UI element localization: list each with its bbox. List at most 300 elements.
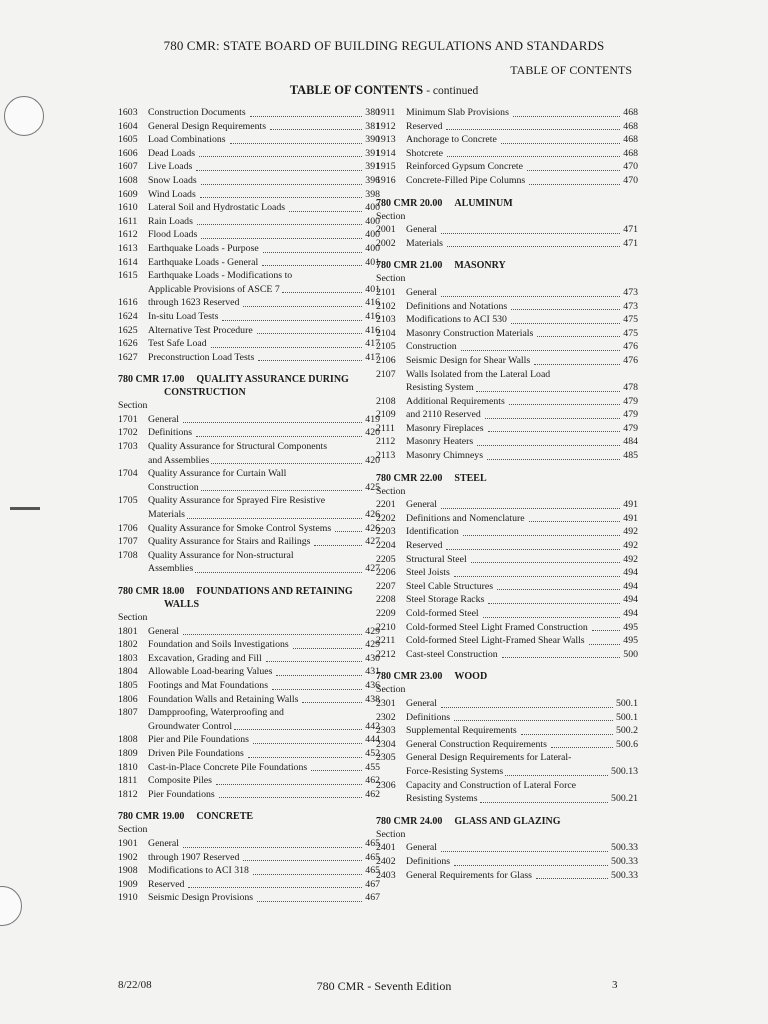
page-number: 401 (365, 256, 380, 268)
section-number: 1610 (118, 202, 138, 214)
toc-entry (376, 841, 638, 855)
section-number: 1704 (118, 468, 138, 480)
dot-leader (234, 729, 362, 730)
page-number: 425 (365, 481, 380, 493)
section-number: 2205 (376, 553, 396, 565)
section-number: 1809 (118, 747, 138, 759)
section-number: 1611 (118, 215, 138, 227)
page-number: 438 (365, 693, 380, 705)
section-number: 1803 (118, 652, 138, 664)
chapter-code: 780 CMR 17.00 (118, 374, 185, 386)
toc-entry (376, 869, 638, 883)
section-title: Rain Loads (148, 215, 193, 227)
toc-entry (376, 779, 638, 793)
section-title: Masonry Heaters (406, 436, 474, 448)
dot-leader (211, 463, 362, 464)
toc-entry (118, 706, 380, 720)
dot-leader (476, 391, 621, 392)
chapter-heading-line (376, 472, 638, 485)
toc-entry (118, 242, 380, 256)
page-number: 442 (365, 720, 380, 732)
toc-entry (376, 120, 638, 134)
section-title-continued: Resisting Systems (406, 793, 478, 805)
section-number: 1911 (376, 107, 396, 118)
page-number: 465 (365, 865, 380, 877)
page-number: 455 (365, 761, 380, 773)
dot-leader (441, 233, 620, 234)
toc-entry (118, 747, 380, 761)
toc-entry (376, 133, 638, 147)
dot-leader (461, 350, 621, 351)
section-number: 2202 (376, 512, 396, 524)
dot-leader (250, 116, 363, 117)
toc-entry (118, 426, 380, 440)
section-number: 1902 (118, 851, 138, 863)
toc-entry (118, 761, 380, 775)
dot-leader (488, 431, 621, 432)
dot-leader (511, 323, 620, 324)
page-number: 390 (365, 134, 380, 146)
section-number: 1707 (118, 536, 138, 548)
toc-entry (118, 440, 380, 454)
chapter-heading-line (118, 585, 380, 598)
section-title: Shotcrete (406, 147, 443, 159)
dot-leader (454, 720, 613, 721)
page-number: 400 (365, 215, 380, 227)
page-number: 475 (623, 327, 638, 339)
page-number: 391 (365, 147, 380, 159)
toc-entry (376, 327, 638, 341)
dot-leader (243, 860, 362, 861)
chapter-name-continued: WALLS (164, 599, 200, 610)
section-title: Quality Assurance for Smoke Control Systems (148, 522, 332, 534)
dot-leader (592, 630, 621, 631)
dot-leader (471, 562, 621, 563)
punch-hole-top (4, 96, 44, 136)
chapter-code: 780 CMR 20.00 (376, 197, 443, 209)
chapter-heading (376, 259, 638, 272)
section-number: 2302 (376, 711, 396, 723)
section-number: 2111 (376, 422, 395, 434)
page-header-title: 780 CMR: STATE BOARD OF BUILDING REGULATIONS AND STANDARDS (163, 38, 605, 53)
dot-leader (441, 296, 620, 297)
section-title: Pier and Pile Foundations (148, 734, 249, 746)
page-number: 429 (365, 639, 380, 651)
section-number: 1613 (118, 242, 138, 254)
dot-leader (511, 309, 620, 310)
section-number: 2002 (376, 237, 396, 249)
page-number: 391 (365, 161, 380, 173)
section-title: Live Loads (148, 161, 193, 173)
section-label: Section (118, 824, 148, 836)
toc-entry (376, 525, 638, 539)
chapter-name: MASONRY (454, 260, 506, 272)
dot-leader (282, 292, 363, 293)
section-number: 1910 (118, 892, 138, 904)
toc-entry (376, 580, 638, 594)
dot-leader (454, 865, 608, 866)
toc-entry (118, 864, 380, 878)
page-number: 494 (623, 608, 638, 619)
section-title: Modifications to ACI 318 (148, 865, 249, 877)
page-number: 470 (623, 174, 638, 186)
section-number: 1805 (118, 679, 138, 691)
section-title: Quality Assurance for Stairs and Railings (148, 536, 311, 548)
page-number: 398 (365, 188, 380, 200)
toc-entry (118, 296, 380, 310)
dot-leader (488, 603, 620, 604)
toc-entry-continuation (118, 562, 380, 576)
dot-leader (222, 320, 362, 321)
section-number: 2203 (376, 526, 396, 538)
toc-column-left (118, 106, 380, 905)
dot-leader (314, 545, 362, 546)
page-number: 479 (623, 395, 638, 407)
page-number: 492 (623, 553, 638, 565)
section-title: Seismic Design for Shear Walls (406, 354, 531, 366)
page-number: 419 (365, 413, 380, 425)
section-number: 2303 (376, 725, 396, 737)
section-number: 1604 (118, 120, 138, 132)
page-number: 431 (365, 666, 380, 678)
section-title: Cold-formed Steel Light-Framed Shear Walls (406, 635, 585, 647)
page-number: 475 (623, 314, 638, 326)
dot-leader (441, 508, 620, 509)
section-number: 1614 (118, 256, 138, 268)
toc-entry-continuation (118, 283, 380, 297)
section-title: General (406, 286, 438, 298)
section-title: Dead Loads (148, 147, 196, 159)
section-number: 1807 (118, 707, 138, 719)
section-title: Seismic Design Provisions (148, 892, 254, 904)
section-number: 2304 (376, 738, 396, 750)
dot-leader (589, 644, 621, 645)
page-number: 468 (623, 120, 638, 132)
toc-entry (376, 449, 638, 463)
section-number: 2101 (376, 286, 396, 298)
page-number: 470 (623, 161, 638, 173)
section-number: 2306 (376, 779, 396, 791)
dot-leader (197, 224, 362, 225)
toc-entry (376, 607, 638, 621)
dot-leader (263, 252, 363, 253)
section-title: Cast-steel Construction (406, 648, 498, 660)
section-number: 2210 (376, 621, 396, 633)
section-number: 1916 (376, 174, 396, 186)
dot-leader (463, 535, 621, 536)
dot-leader (216, 784, 362, 785)
toc-entry (118, 228, 380, 242)
page-number: 401 (365, 283, 380, 295)
section-number: 1606 (118, 147, 138, 159)
chapter-heading-line (118, 373, 380, 386)
dot-leader (527, 170, 620, 171)
toc-entry (376, 711, 638, 725)
page-number: 400 (365, 229, 380, 241)
punch-mark-middle (10, 507, 40, 510)
page-number: 427 (365, 536, 380, 548)
section-title: and 2110 Reserved (406, 409, 481, 421)
section-number: 1808 (118, 734, 138, 746)
toc-entry (376, 160, 638, 174)
toc-entry (118, 120, 380, 134)
page-number: 465 (365, 837, 380, 849)
section-number: 1912 (376, 120, 396, 132)
toc-title (0, 83, 768, 98)
section-number: 1703 (118, 441, 138, 453)
section-label: Section (376, 485, 406, 497)
chapter-name: QUALITY ASSURANCE DURING (196, 374, 349, 386)
section-title: Preconstruction Load Tests (148, 351, 255, 363)
dot-leader (441, 851, 608, 852)
toc-entry (118, 467, 380, 481)
section-title: Allowable Load-bearing Values (148, 666, 273, 678)
page-number: 426 (365, 509, 380, 521)
dot-leader (183, 847, 362, 848)
section-title: Identification (406, 526, 459, 538)
section-label: Section (376, 210, 406, 222)
dot-leader (258, 360, 362, 361)
page-number: 491 (623, 512, 638, 524)
punch-hole-bottom (0, 886, 22, 926)
footer-edition: 780 CMR - Seventh Edition (316, 979, 452, 993)
section-number: 1806 (118, 693, 138, 705)
chapter-heading (118, 810, 380, 823)
section-title: Load Combinations (148, 134, 226, 146)
toc-entry-continuation (118, 481, 380, 495)
section-number: 1914 (376, 147, 396, 159)
chapter-name-continued: CONSTRUCTION (164, 387, 246, 399)
dot-leader (243, 306, 362, 307)
toc-entry (118, 891, 380, 905)
section-title-continued: Construction (148, 481, 199, 493)
toc-entry (376, 354, 638, 368)
toc-entry-continuation (376, 792, 638, 806)
toc-title-text: TABLE OF CONTENTS (289, 83, 424, 97)
page-number: 467 (365, 892, 380, 904)
section-title: Supplemental Requirements (406, 725, 517, 737)
page-number: 462 (365, 775, 380, 787)
toc-entry-continuation (118, 508, 380, 522)
toc-entry (118, 788, 380, 802)
toc-entry (118, 837, 380, 851)
dot-leader (487, 459, 620, 460)
section-title-continued: Resisting System (406, 382, 474, 394)
dot-leader (502, 657, 621, 658)
page-number: 479 (623, 409, 638, 421)
section-title: Definitions (148, 427, 193, 439)
dot-leader (230, 143, 363, 144)
toc-entry (376, 566, 638, 580)
section-number: 1608 (118, 174, 138, 186)
dot-leader (521, 734, 613, 735)
chapter-heading-line (376, 197, 638, 210)
toc-entry (118, 733, 380, 747)
section-number: 1801 (118, 625, 138, 637)
section-title: Footings and Mat Foundations (148, 679, 269, 691)
toc-entry (376, 422, 638, 436)
section-title: Reserved (406, 120, 443, 132)
dot-leader (253, 874, 362, 875)
chapter-heading-line (118, 810, 380, 823)
dot-leader (483, 617, 621, 618)
page-number: 485 (623, 450, 638, 462)
dot-leader (529, 184, 620, 185)
toc-entry (118, 679, 380, 693)
section-number: 2212 (376, 648, 396, 660)
page-number: 436 (365, 679, 380, 691)
page-number: 473 (623, 286, 638, 298)
toc-entry (118, 522, 380, 536)
section-title: Flood Loads (148, 229, 198, 241)
section-number: 2105 (376, 341, 396, 353)
page-number: 495 (623, 621, 638, 633)
page-number: 494 (623, 594, 638, 606)
dot-leader (201, 238, 362, 239)
section-number: 1804 (118, 666, 138, 678)
dot-leader (447, 156, 620, 157)
dot-leader (293, 648, 363, 649)
section-label: Section (118, 400, 148, 412)
section-number: 2109 (376, 409, 396, 421)
page-number: 500.33 (611, 842, 638, 854)
section-title-continued: and Assemblies (148, 454, 210, 466)
page-number: 471 (623, 224, 638, 236)
page-number: 465 (365, 851, 380, 863)
section-title: Quality Assurance for Sprayed Fire Resistive (148, 495, 326, 507)
section-title: Steel Joists (406, 567, 450, 579)
section-title-continued: Materials (148, 509, 185, 521)
section-number: 1615 (118, 270, 138, 282)
section-title: Concrete-Filled Pipe Columns (406, 174, 526, 186)
section-title: Materials (406, 237, 443, 249)
section-title: General Design Requirements for Lateral- (406, 752, 572, 764)
section-title: Lateral Soil and Hydrostatic Loads (148, 202, 286, 214)
dot-leader (477, 445, 620, 446)
section-number: 1627 (118, 351, 138, 363)
page-number: 468 (623, 147, 638, 159)
toc-entry (376, 553, 638, 567)
section-title: Quality Assurance for Structural Components (148, 441, 328, 453)
section-number: 2102 (376, 300, 396, 312)
page-number: 500.13 (611, 765, 638, 777)
section-title: Construction Documents (148, 107, 246, 118)
toc-entry-continuation (118, 720, 380, 734)
section-title: In-situ Load Tests (148, 310, 219, 322)
section-title: Earthquake Loads - Modifications to (148, 270, 293, 282)
chapter-code: 780 CMR 22.00 (376, 472, 443, 484)
section-title: Foundation and Soils Investigations (148, 639, 289, 651)
section-number: 1908 (118, 865, 138, 877)
section-number: 2104 (376, 327, 396, 339)
toc-entry (376, 340, 638, 354)
toc-entry (376, 621, 638, 635)
page-number: 500.1 (615, 711, 638, 723)
section-number: 2301 (376, 697, 396, 709)
section-title: Wind Loads (148, 188, 196, 200)
section-number: 1708 (118, 549, 138, 561)
page-number: 444 (365, 734, 380, 746)
section-number: 2107 (376, 368, 396, 380)
page-number: 492 (623, 526, 638, 538)
toc-entry (118, 106, 380, 120)
toc-entry (376, 855, 638, 869)
toc-entry (118, 147, 380, 161)
page-number: 476 (623, 354, 638, 366)
section-number: 2403 (376, 869, 396, 881)
toc-entry (376, 498, 638, 512)
toc-entry (376, 738, 638, 752)
section-title: Construction (406, 341, 457, 353)
section-title: Cold-formed Steel Light Framed Construction (406, 621, 588, 633)
dot-leader (551, 747, 613, 748)
toc-entry (376, 237, 638, 251)
toc-entry (118, 652, 380, 666)
footer-page-number: 3 (612, 979, 618, 991)
toc-entry (118, 337, 380, 351)
section-number: 1605 (118, 134, 138, 146)
chapter-code: 780 CMR 24.00 (376, 815, 443, 827)
section-title-continued: Applicable Provisions of ASCE 7 (148, 283, 280, 295)
dot-leader (534, 364, 620, 365)
section-title: Test Safe Load (148, 338, 207, 350)
toc-entry (376, 751, 638, 765)
section-title: General (148, 837, 180, 849)
section-title: Cast-in-Place Concrete Pile Foundations (148, 761, 308, 773)
dot-leader (248, 757, 363, 758)
toc-entry (118, 494, 380, 508)
section-title: Composite Piles (148, 775, 212, 787)
section-title: Masonry Fireplaces (406, 422, 484, 434)
dot-leader (270, 129, 362, 130)
section-title: Pier Foundations (148, 788, 215, 800)
section-number: 1603 (118, 107, 138, 118)
section-number: 1702 (118, 427, 138, 439)
toc-entry (118, 693, 380, 707)
section-number: 2001 (376, 224, 396, 236)
dot-leader (196, 170, 362, 171)
toc-entry (118, 215, 380, 229)
dot-leader (536, 878, 608, 879)
page-number: 426 (365, 522, 380, 534)
toc-entry (376, 648, 638, 662)
section-title: General Construction Requirements (406, 738, 547, 750)
section-title: Additional Requirements (406, 395, 505, 407)
dot-leader (262, 265, 362, 266)
chapter-heading-line (376, 670, 638, 683)
section-title: General (406, 842, 438, 854)
page-number: 500.6 (615, 738, 638, 750)
dot-leader (257, 901, 362, 902)
toc-entry (376, 368, 638, 382)
chapter-name: ALUMINUM (454, 197, 513, 209)
chapter-name: WOOD (454, 671, 488, 683)
section-title-continued: Force-Resisting Systems (406, 765, 504, 777)
page-number: 473 (623, 300, 638, 312)
section-number: 2112 (376, 436, 396, 448)
toc-entry (376, 724, 638, 738)
page-number: 500.33 (611, 855, 638, 867)
section-number: 2206 (376, 567, 396, 579)
dot-leader (289, 211, 362, 212)
toc-entry (118, 188, 380, 202)
dot-leader (253, 743, 362, 744)
page-header-subtitle: TABLE OF CONTENTS (510, 63, 632, 77)
section-title: through 1907 Reserved (148, 851, 240, 863)
dot-leader (219, 797, 363, 798)
chapter-code: 780 CMR 18.00 (118, 586, 185, 597)
chapter-heading (118, 373, 380, 399)
